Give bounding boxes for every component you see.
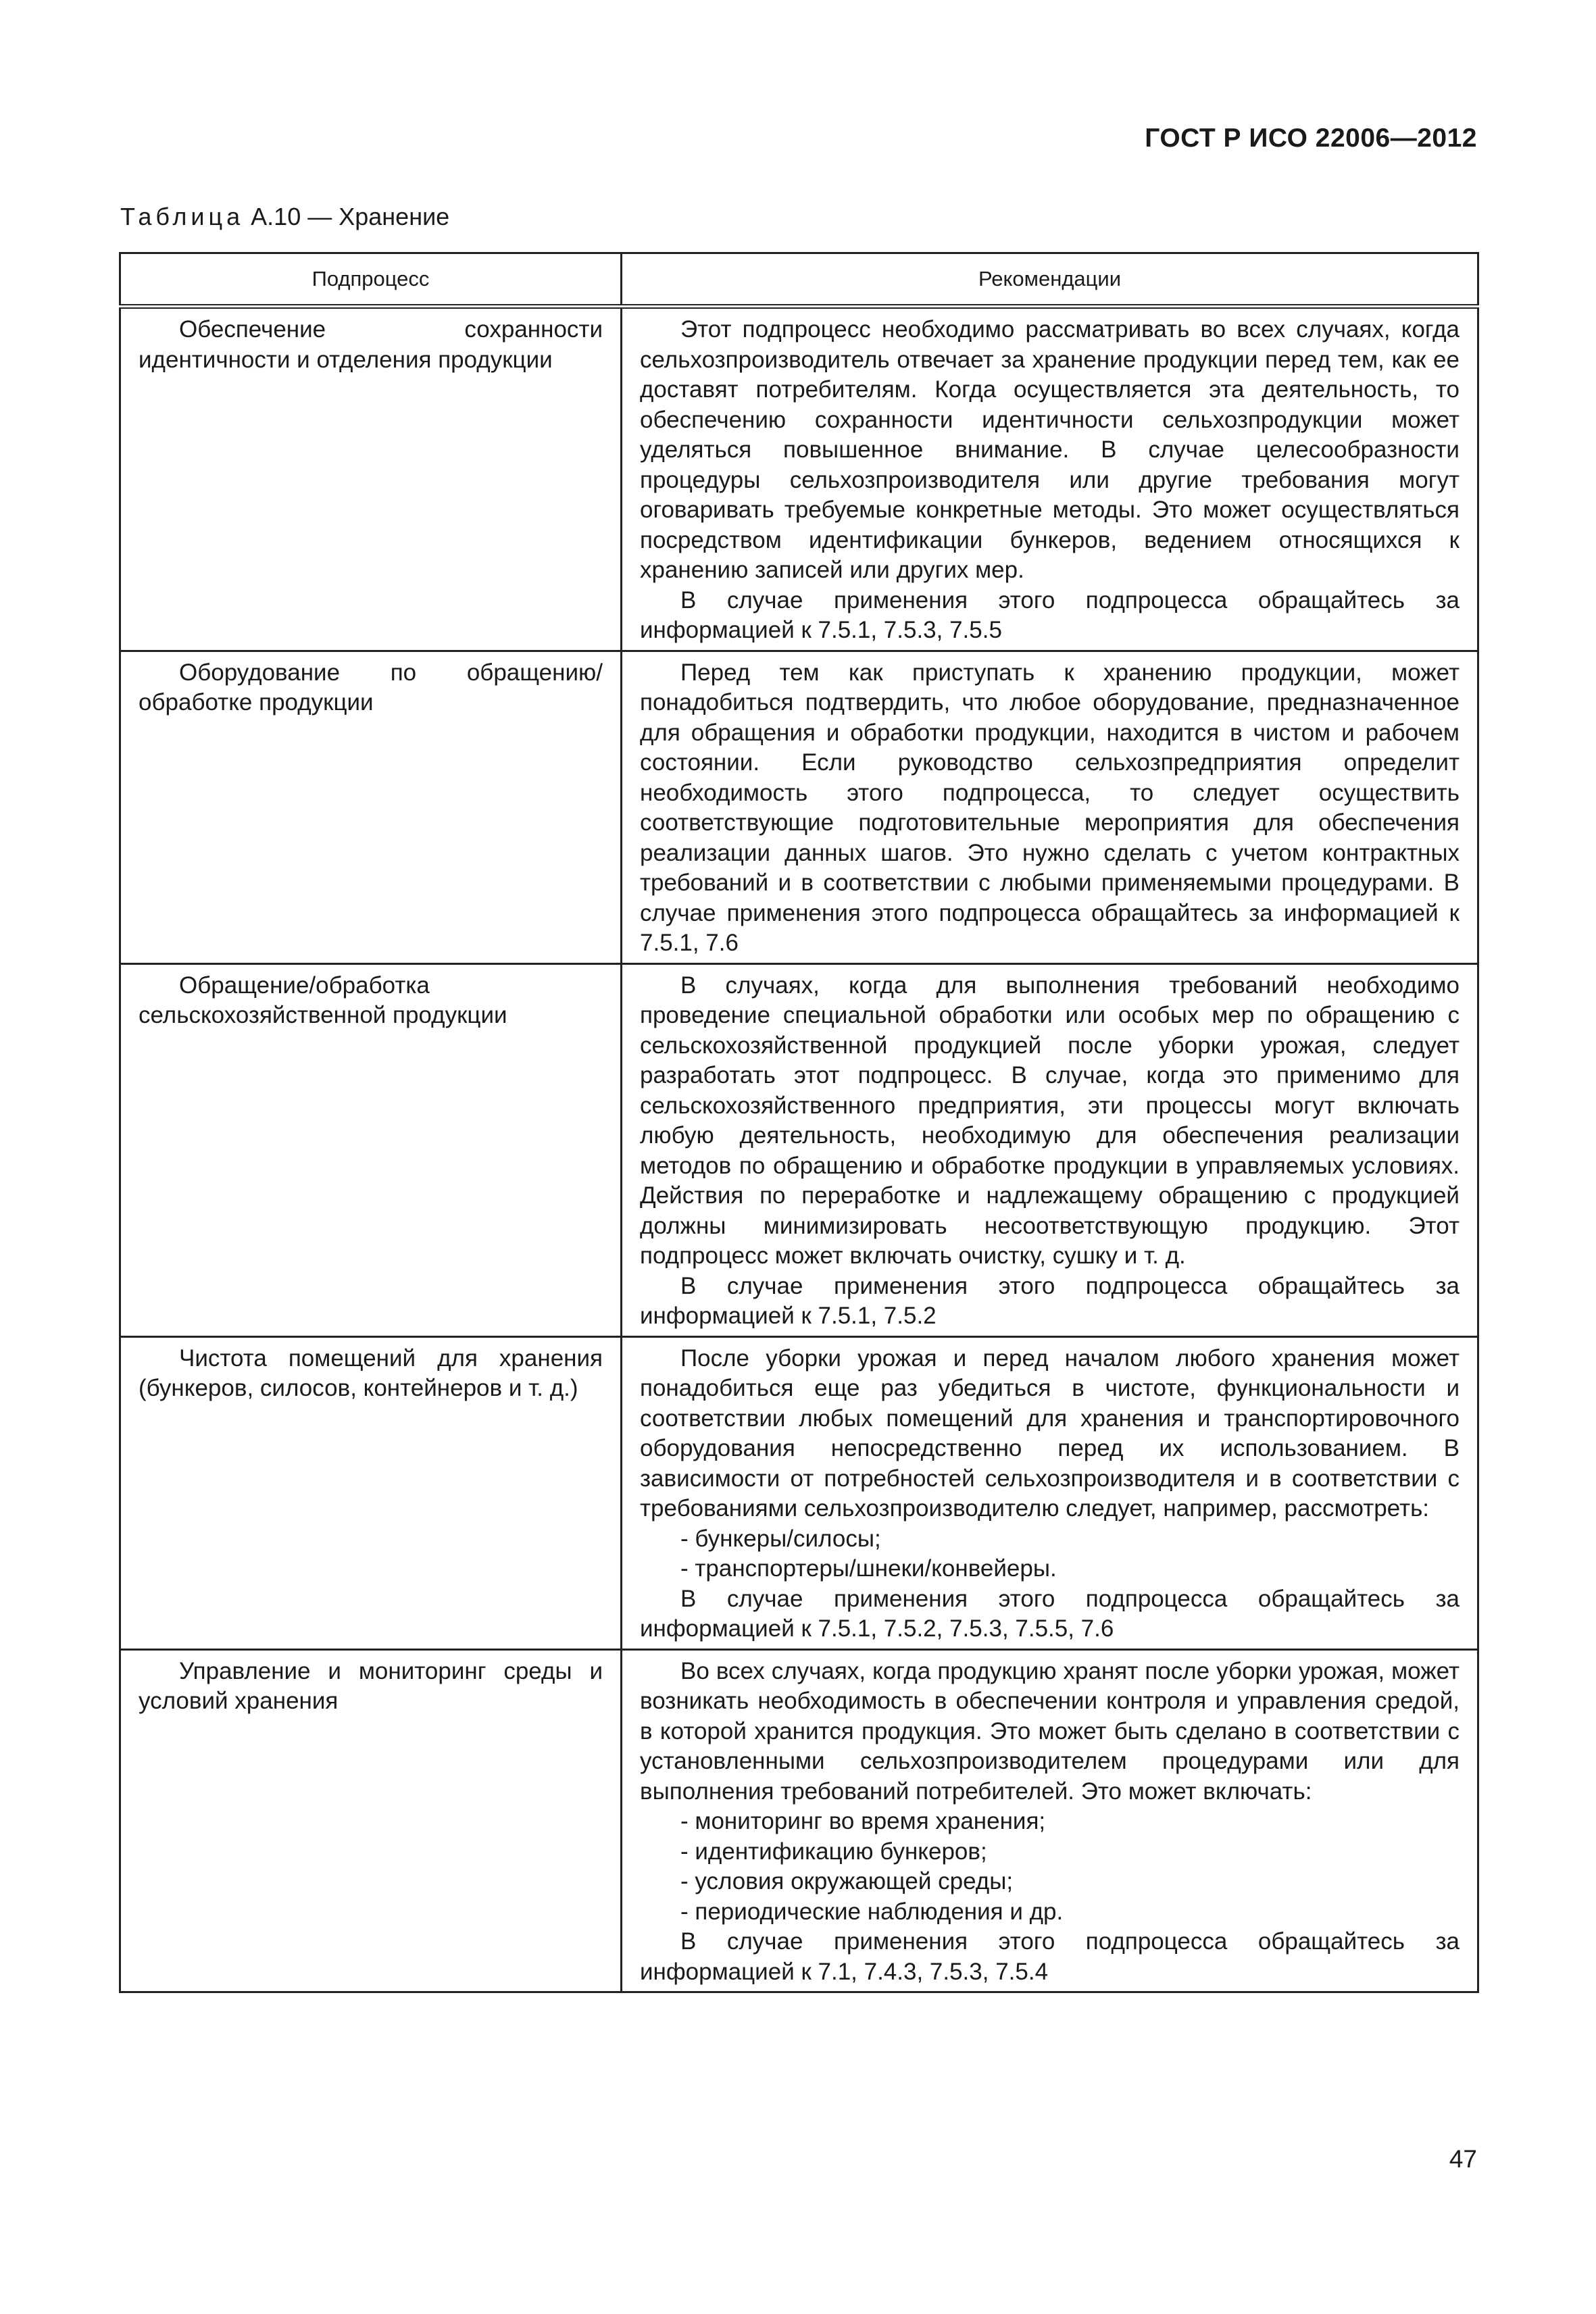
table-row	[120, 651, 1478, 963]
recommendation-cell	[622, 651, 1478, 963]
subprocess-text: Оборудование по обращению/обработке продукции	[139, 659, 603, 715]
recommendation-reference: В случае применения этого подпроцесса обращайтесь за информацией к 7.5.1, 7.5.3, 7.5.5	[640, 586, 1460, 643]
recommendation-cell	[622, 307, 1478, 651]
column-header-subprocess: Подпроцесс	[120, 253, 622, 307]
recommendation-cell	[622, 963, 1478, 1336]
list-item: - транспортеры/шнеки/конвейеры.	[680, 1555, 1057, 1582]
recommendation-paragraph: После уборки урожая и перед началом любого хранения может понадобиться еще раз убедиться в чистоте, функциональности и соответствии любых помещений для хранения и транспортировочного оборудования непосредственно перед их использованием. В зависимости от потребностей сельхозпроизводителя и в соответствии с требованиями сельхозпроизводителю следует, например, рассмотреть:	[640, 1344, 1460, 1521]
subprocess-cell	[120, 307, 622, 651]
table-row	[120, 1336, 1478, 1649]
page-number: 47	[1449, 2145, 1477, 2173]
table-caption-title: А.10 — Хранение	[251, 203, 450, 230]
subprocess-cell	[120, 1649, 622, 1992]
table-caption-label: Таблица	[120, 203, 245, 230]
table-row	[120, 1649, 1478, 1992]
subprocess-text: Обеспечение сохранности идентичности и отделения продукции	[139, 316, 603, 373]
subprocess-cell	[120, 651, 622, 963]
list-item: - условия окружающей среды;	[680, 1868, 1014, 1894]
table-caption	[120, 203, 449, 231]
recommendation-paragraph: Перед тем как приступать к хранению продукции, может понадобиться подтвердить, что любое оборудование, предназначенное для обращения и обработки продукции, находится в чистом и рабочем состоянии. Если руководство сельхозпредприятия определит необходимость этого подпроцесса, то следует осуществить соответствующие подготовительные мероприятия для обеспечения реализации данных шагов. Это нужно сделать с учетом контрактных требований и в соответствии с любыми применяемыми процедурами. В случае применения этого подпроцесса обращайтесь за информацией к 7.5.1, 7.6	[640, 659, 1460, 956]
list-item: - мониторинг во время хранения;	[680, 1808, 1046, 1834]
list-item: - идентификацию бункеров;	[680, 1838, 987, 1865]
list-item: - бункеры/силосы;	[680, 1525, 881, 1552]
column-header-recommendations: Рекомендации	[622, 253, 1478, 307]
recommendation-reference: В случае применения этого подпроцесса обращайтесь за информацией к 7.5.1, 7.5.2, 7.5.3, 7.5.5, 7.6	[640, 1585, 1460, 1642]
recommendation-cell	[622, 1649, 1478, 1992]
subprocess-text: Чистота помещений для хранения (бункеров, силосов, контейнеров и т. д.)	[139, 1344, 603, 1401]
recommendation-reference: В случае применения этого подпроцесса обращайтесь за информацией к 7.1, 7.4.3, 7.5.3, 7.5.4	[640, 1928, 1460, 1985]
recommendation-paragraph: Этот подпроцесс необходимо рассматривать во всех случаях, когда сельхозпроизводитель отвечает за хранение продукции перед тем, как ее доставят потребителям. Когда осуществляется эта деятельность, то обеспечению сохранности идентичности сельхозпродукции может уделяться повышенное внимание. В случае целесообразности процедуры сельхозпроизводителя или другие требования могут оговаривать требуемые конкретные методы. Это может осуществляться посредством идентификации бункеров, ведением относящихся к хранению записей или других мер.	[640, 316, 1460, 583]
storage-table	[119, 252, 1479, 1993]
recommendation-paragraph: Во всех случаях, когда продукцию хранят после уборки урожая, может возникать необходимость в обеспечении контроля и управления средой, в которой хранится продукция. Это может быть сделано в соответствии с установленными сельхозпроизводителем процедурами или для выполнения требований потребителей. Это может включать:	[640, 1657, 1460, 1805]
subprocess-text: Управление и мониторинг среды и условий хранения	[139, 1657, 603, 1714]
list-item: - периодические наблюдения и др.	[680, 1898, 1064, 1925]
subprocess-text: Обращение/обработка сельскохозяйственной продукции	[139, 972, 507, 1028]
table-row	[120, 307, 1478, 651]
recommendation-reference: В случае применения этого подпроцесса обращайтесь за информацией к 7.5.1, 7.5.2	[640, 1272, 1460, 1329]
subprocess-cell	[120, 963, 622, 1336]
standard-designation: ГОСТ Р ИСО 22006—2012	[1145, 124, 1477, 153]
table-header-row	[120, 253, 1478, 307]
recommendation-paragraph: В случаях, когда для выполнения требований необходимо проведение специальной обработки или особых мер по обращению с сельскохозяйственной продукцией после уборки урожая, следует разработать этот подпроцесс. В случае, когда это применимо для сельскохозяйственного предприятия, эти процессы могут включать любую деятельность, необходимую для обеспечения реализации методов по обращению и обработке продукции в управляемых условиях. Действия по переработке и надлежащему обращению с продукцией должны минимизировать несоответствующую продукцию. Этот подпроцесс может включать очистку, сушку и т. д.	[640, 972, 1460, 1269]
subprocess-cell	[120, 1336, 622, 1649]
recommendation-cell	[622, 1336, 1478, 1649]
table-row	[120, 963, 1478, 1336]
